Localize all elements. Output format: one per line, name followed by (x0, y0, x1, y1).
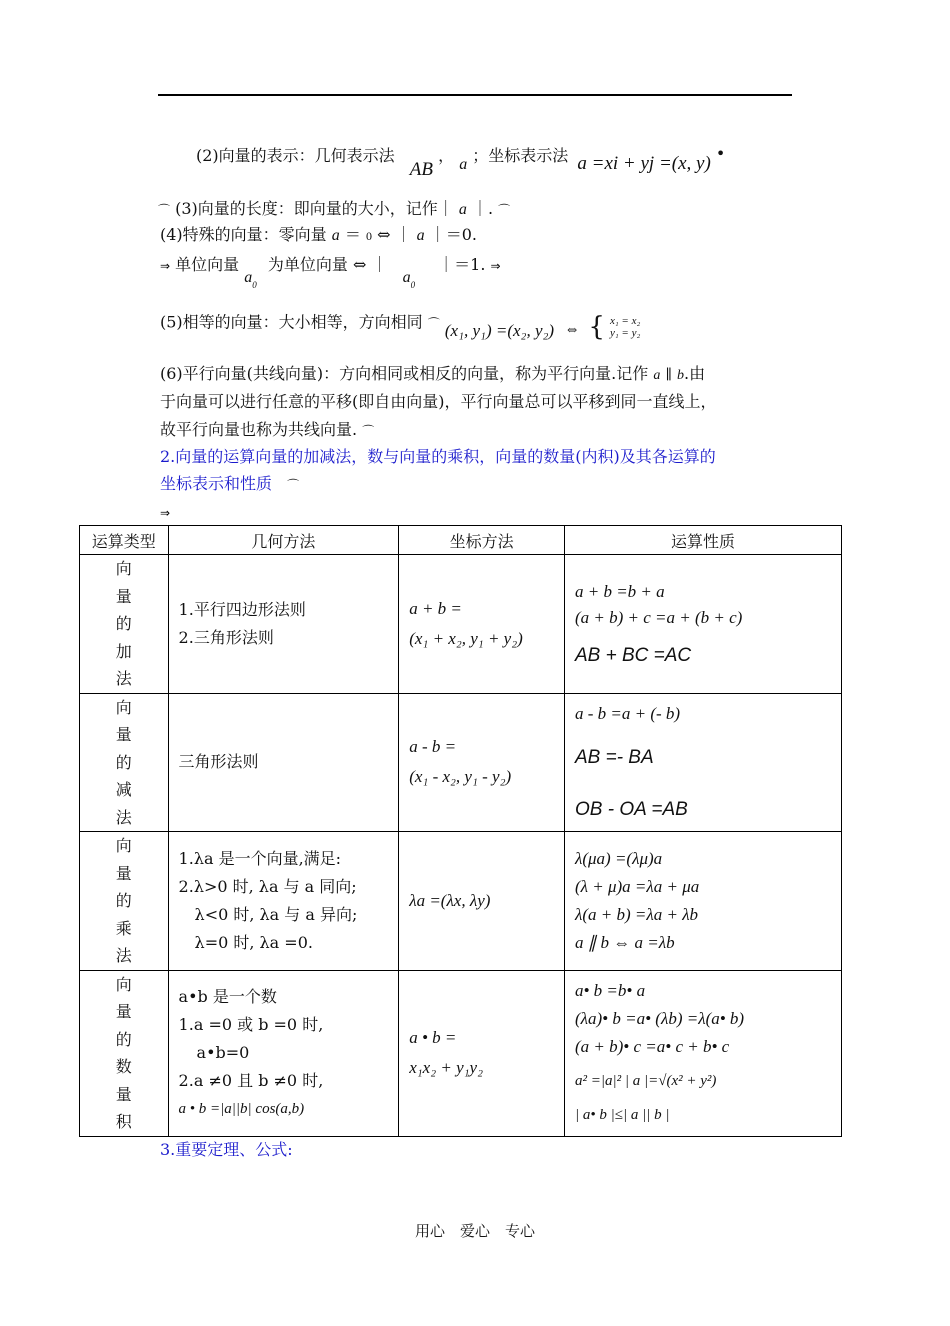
paragraph-mark-icon: ⌒ (158, 203, 171, 217)
paragraph-mark-icon: ⌒ (498, 203, 511, 217)
para-parallel-line2: 于向量可以进行任意的平移(即自由向量)，平行向量总可以平移到同一直线上， (160, 392, 717, 411)
coordinate-formula: a =xi + yj =(x, y) (577, 153, 711, 174)
geometric-method-cell: a•b 是一个数 1.a =0 或 b =0 时, a•b=0 2.a ≠0 且 b ≠0 时, a • b =|a||b| cos(a,b) (168, 970, 399, 1136)
geometric-method-cell: 1.平行四边形法则 2.三角形法则 (168, 555, 399, 694)
para-special-vectors: (4)特殊的向量：零向量 a ＝ 0 ⇔ ｜ a ｜＝0. (160, 225, 478, 244)
properties-cell: a• b =b• a (λa)• b =a• (λb) =λ(a• b) (a + b)• c =a• c + b• c a² =|a|² | a |=√(x² + y²) | a• b |≤| a || b | (564, 970, 841, 1136)
properties-cell: λ(μa) =(λμ)a (λ + μ)a =λa + μa λ(a + b) =λa + λb a ∥ b ⇔ a =λb (564, 832, 841, 971)
operation-type-cell: 向 量 的 乘 法 (80, 832, 169, 971)
operations-table (79, 525, 842, 1137)
table-header: 运算性质 (564, 526, 841, 555)
paragraph-mark-icon: ⌒ (287, 478, 300, 492)
table-header: 坐标方法 (399, 526, 565, 555)
para-representation: (2)向量的表示：几何表示法 AB ， a ；坐标表示法 a =xi + yj =(x, y) • (196, 144, 726, 180)
table-row (80, 832, 842, 971)
page-footer: 用心 爱心 专心 (414, 1222, 535, 1240)
table-header: 运算类型 (80, 526, 169, 555)
geometric-method-cell: 1.λa 是一个向量,满足: 2.λ>0 时, λa 与 a 同向; λ<0 时, λa 与 a 异向; λ=0 时, λa =0. (168, 832, 399, 971)
table-header: 几何方法 (168, 526, 399, 555)
operation-type-cell: 向 量 的 加 法 (80, 555, 169, 694)
operation-type-cell: 向 量 的 减 法 (80, 693, 169, 832)
para-unit-vector: ⇒ 单位向量 $a_0$ 为单位向量 ⇔ ｜ $a_0$ ｜＝1. ⇒ (160, 255, 501, 291)
table-header-row (80, 526, 842, 555)
coordinate-method-cell: a - b = (x₁ - x₂, y₁ - y₂) (399, 693, 565, 832)
operation-type-cell: 向 量 的 数 量 积 (80, 970, 169, 1136)
coordinate-method-cell: a • b = x₁x₂ + y₁y₂ (399, 970, 565, 1136)
table-row (80, 970, 842, 1136)
system-brace: { (588, 312, 605, 342)
para-parallel-line1: (6)平行向量(共线向量)：方向相同或相反的向量，称为平行向量.记作 a ∥ b.由 (160, 364, 706, 383)
geometric-method-cell: 三角形法则 (168, 693, 399, 832)
para-parallel-line3: 故平行向量也称为共线向量. ⌒ (160, 420, 375, 439)
header-rule (158, 94, 792, 96)
vector-ab: AB (409, 159, 433, 180)
line-break-icon: ⇒ (160, 259, 171, 273)
table-row (80, 693, 842, 832)
line-break-icon: ⇒ (490, 259, 501, 273)
coordinate-method-cell: a + b = (x₁ + x₂, y₁ + y₂) (399, 555, 565, 694)
section-2-heading: 2.向量的运算向量的加减法，数与向量的乘积，向量的数量(内积)及其各运算的 (160, 447, 716, 466)
table-row (80, 555, 842, 694)
paragraph-mark-icon: ⌒ (362, 424, 375, 438)
properties-cell: a - b =a + (- b) AB =- BA OB - OA =AB (564, 693, 841, 832)
para-equal-vectors: (5)相等的向量：大小相等，方向相同 ⌒ (x₁, y₁) =(x₂, y₂) $_\Leftrightarrow$ { x₁ = x₂ y₁ = y₂ (160, 312, 641, 342)
para-length: ⌒ (3)向量的长度：即向量的大小，记作｜ a ｜. ⌒ (158, 199, 511, 218)
paragraph-mark-icon: ⌒ (427, 316, 440, 331)
properties-cell: a + b =b + a (a + b) + c =a + (b + c) AB + BC =AC (564, 555, 841, 694)
line-break-icon: ⇒ (160, 506, 171, 520)
section-3-heading: 3.重要定理、公式: (160, 1140, 293, 1159)
section-2-heading-cont: 坐标表示和性质 ⌒ (160, 474, 300, 493)
coordinate-method-cell: λa =(λx, λy) (399, 832, 565, 971)
